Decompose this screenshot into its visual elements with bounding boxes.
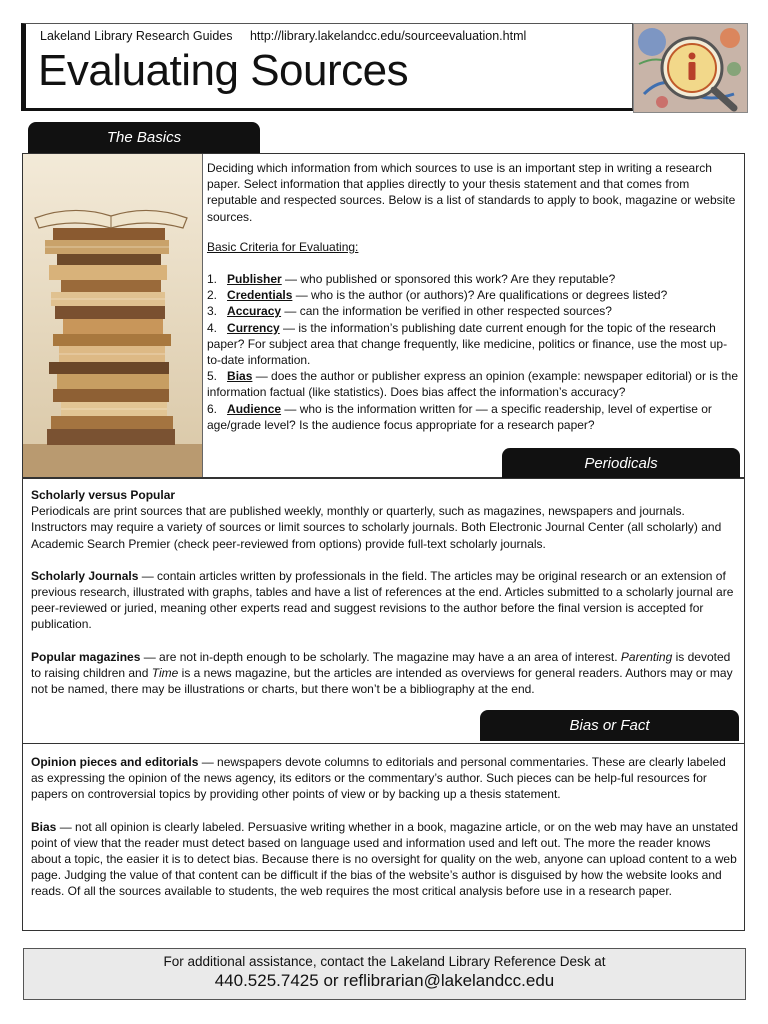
periodicals-panel <box>22 478 745 744</box>
criterion-credentials: 2. Credentials — who is the author (or authors)? Are qualifications or degrees listed? <box>207 288 668 303</box>
page-url[interactable]: http://library.lakelandcc.edu/sourceevaluation.html <box>249 29 527 43</box>
footer-line1: For additional assistance, contact the Lakeland Library Reference Desk at <box>163 954 606 969</box>
org-name: Lakeland Library Research Guides <box>40 29 233 43</box>
criterion-bias: 5. Bias — does the author or publisher express an opinion (example: newspaper editorial) or is the information factual (like statistics). Does bias affect the information’s accuracy? <box>207 369 738 400</box>
popular-magazines-paragraph: Popular magazines — are not in-depth enough to be scholarly. The magazine may have a an area of interest. Parenting is devoted to raising children and Time is a news magazine, but the articles are intended as overviews for general readers. Authors may or may not be named, there may be illustrations or charts, but there won’t be a bibliography at the end. <box>31 649 733 697</box>
footer-line2: 440.525.7425 or reflibrarian@lakelandcc.edu <box>214 971 555 990</box>
criterion-accuracy: 3. Accuracy — can the information be verified in other respected sources? <box>207 304 612 319</box>
scholarly-vs-popular-paragraph: Scholarly versus Popular Periodicals are print sources that are published weekly, monthly or quarterly, such as magazines, newspapers and journals. Instructors may require a variety of sources or limit sources to scholarly journals. Both Electronic Journal Center (all scholarly) and Academic Search Premier (check peer-reviewed from options) provide full-text scholarly journals. <box>31 488 722 551</box>
phone-number[interactable]: 440.525.7425 <box>214 971 319 990</box>
scholarly-journals-paragraph: Scholarly Journals — contain articles written by professionals in the field. The articles may be original research or an extension of previous research, illustrated with graphs, tables and have a list of references at the end. Articles submitted to a scholarly journal are peer-reviewed or juried, meaning other experts read and suggest revisions to the author before the final version is accepted for publication. <box>31 568 734 632</box>
opinion-pieces-paragraph: Opinion pieces and editorials — newspapers devote columns to editorials and personal commentaries. These are clearly labeled as expressing the opinion of the news agency, its editors or the commentary’s author. Such pieces can be help-ful resources for papers on controversial topics by providing other points of view or by backing up a thesis statement. <box>31 755 726 802</box>
footer-contact-box <box>23 948 746 1000</box>
criterion-audience: 6. Audience — who is the information written for — a specific readership, level of expertise or age/grade level? Is the audience focus appropriate for a research paper? <box>207 401 712 432</box>
email-link[interactable]: reflibrarian@lakelandcc.edu <box>343 971 555 990</box>
header-meta <box>40 29 526 43</box>
periodicals-text <box>31 487 739 713</box>
bias-panel <box>22 743 745 931</box>
tab-bias-or-fact: Bias or Fact <box>480 710 739 741</box>
basics-text <box>207 160 739 433</box>
criteria-heading: Basic Criteria for Evaluating: <box>207 239 359 254</box>
bias-paragraph: Bias — not all opinion is clearly labeled. Persuasive writing whether in a book, magazine article, or on the web may have an unstated point of view that the reader must detect based on language used and information used and left out. The more the reader knows about a topic, the easier it is to detect bias. Because there is no oversight for quality on the web, anyone can upload content to a web page. Judging the value of that content can be difficult if the bias of the website’s author is disguised by how the website looks and reads. Of all the sources available to students, the web requires the most critical analysis before use in a research paper. <box>31 819 739 899</box>
reference-desk-name: Lakeland Library Reference Desk <box>390 954 591 969</box>
info-magnifier-icon <box>633 23 748 113</box>
tab-the-basics: The Basics <box>28 122 260 153</box>
header-box <box>21 23 633 111</box>
book-stack-icon <box>23 154 203 477</box>
page-title: Evaluating Sources <box>38 46 409 95</box>
basics-panel <box>22 153 745 478</box>
basics-intro: Deciding which information from which sources to use is an important step in writing a research paper. Select information that applies directly to your thesis statement and that comes from reputable and respected sources. Below is a list of standards to apply to book, magazine or website sources. <box>207 161 736 224</box>
tab-periodicals: Periodicals <box>502 448 740 479</box>
criterion-publisher: 1. Publisher — who published or sponsored this work? Are they reputable? <box>207 272 616 287</box>
criterion-currency: 4. Currency — is the information’s publishing date current enough for the topic of the research paper? For subject area that change frequently, like medicine, politics or finance, use the most up-to-date information. <box>207 320 728 368</box>
bias-text <box>31 754 739 916</box>
